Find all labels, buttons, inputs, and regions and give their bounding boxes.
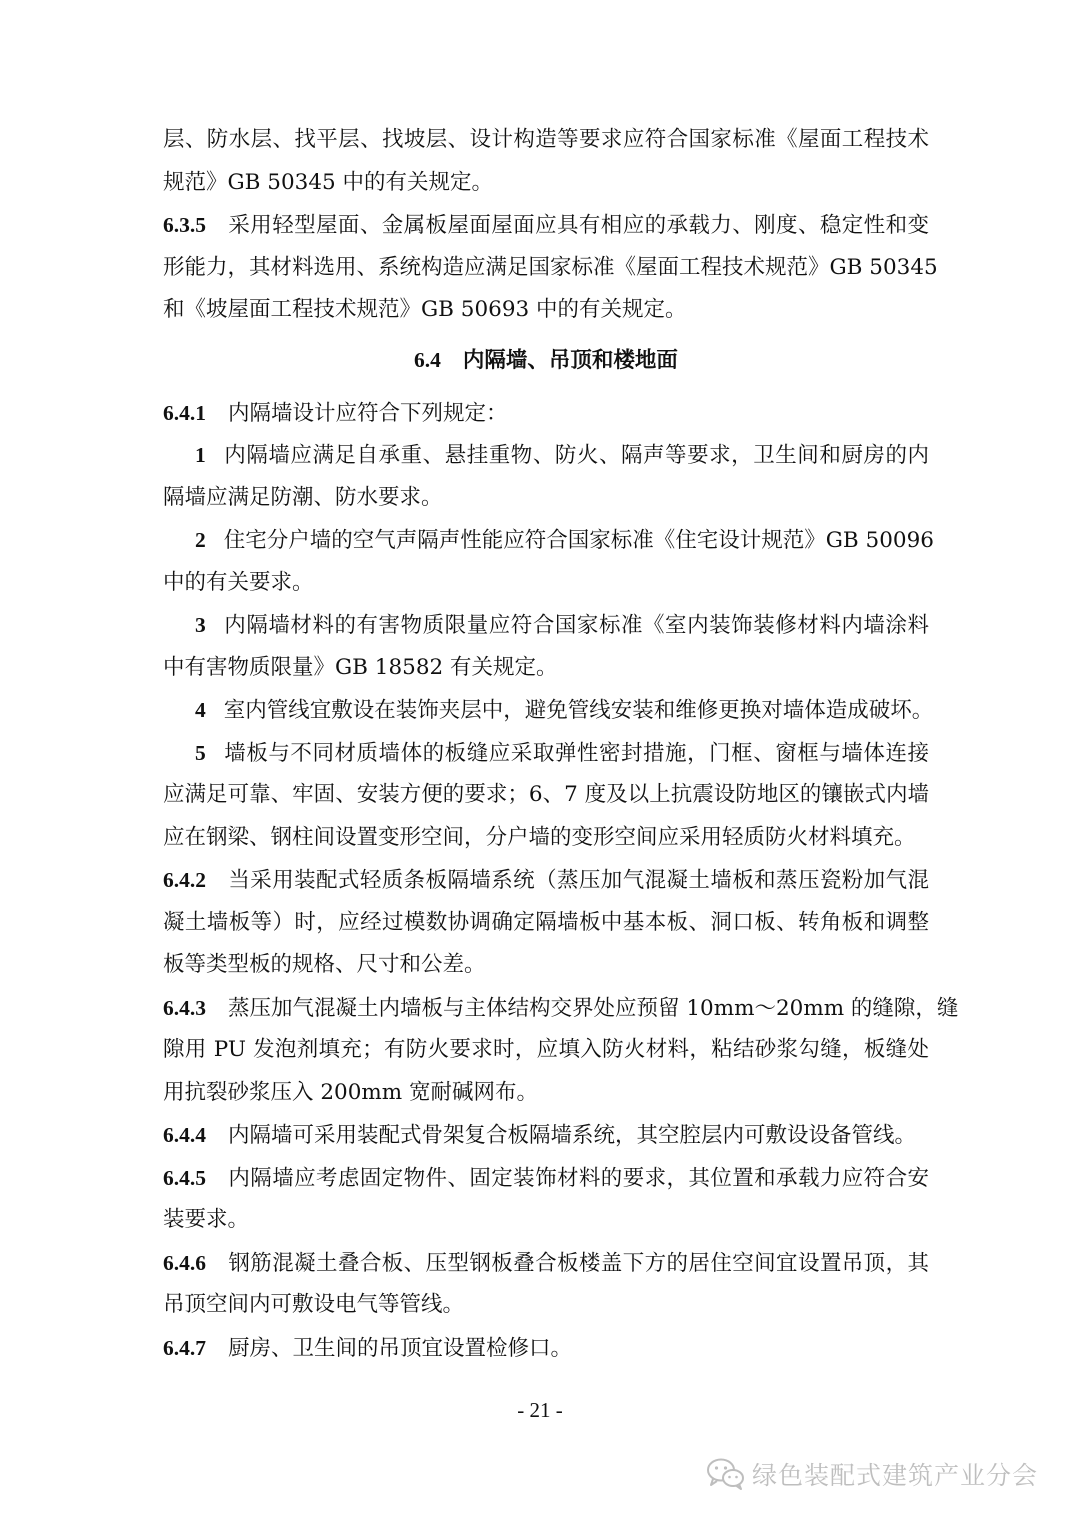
clause-text: 采用轻型屋面、金属板屋面屋面应具有相应的承载力、刚度、稳定性和变 (228, 213, 929, 238)
item-text: 内隔墙材料的有害物质限量应符合国家标准《室内装饰装修材料内墙涂料 (223, 613, 929, 638)
item-number: 1 (195, 443, 206, 467)
section-heading (163, 334, 929, 386)
list-item-line (163, 604, 929, 647)
clause-line: 装要求。 (163, 1207, 250, 1232)
clause-text: 钢筋混凝土叠合板、压型钢板叠合板楼盖下方的居住空间宜设置吊顶，其 (228, 1250, 929, 1276)
clause-line (163, 1242, 929, 1285)
paragraph-line: 层、防水层、找平层、找坡层、设计构造等要求应符合国家标准《屋面工程技术 (163, 127, 929, 152)
item-number: 5 (195, 740, 206, 765)
watermark (706, 1454, 1038, 1494)
clause-number: 6.4.7 (163, 1335, 206, 1360)
clause-number: 6.3.5 (163, 213, 206, 237)
clause-line: 吊顶空间内可敷设电气等管线。 (163, 1292, 465, 1317)
clause-line (163, 392, 929, 435)
list-item-line: 中有害物质限量》GB 18582 有关规定。 (163, 654, 558, 680)
item-text: 内隔墙应满足自承重、悬挂重物、防火、隔声等要求，卫生间和厨房的内 (223, 443, 929, 468)
clause-line: 用抗裂砂浆压入 200mm 宽耐碱网布。 (163, 1079, 538, 1105)
clause-number: 6.4.3 (163, 995, 206, 1020)
section-number: 6.4 (414, 347, 441, 372)
list-item-line (163, 519, 934, 562)
item-text: 住宅分户墙的空气声隔声性能应符合国家标准《住宅设计规范》GB 50096 (223, 528, 934, 553)
page-number: - 21 - (517, 1398, 563, 1422)
wechat-icon (706, 1456, 746, 1492)
list-item-line: 隔墙应满足防潮、防水要求。 (163, 484, 443, 510)
watermark-text: 绿色装配式建筑产业分会 (752, 1461, 1039, 1490)
clause-line: 形能力，其材料选用、系统构造应满足国家标准《屋面工程技术规范》GB 50345 (163, 254, 938, 280)
list-item-line (163, 434, 929, 477)
list-item-line (163, 732, 929, 775)
item-number: 4 (195, 698, 206, 722)
item-number: 3 (195, 613, 206, 637)
clause-line: 板等类型板的规格、尺寸和公差。 (163, 952, 486, 977)
list-item-line (163, 689, 934, 732)
list-item-line: 应在钢梁、钢柱间设置变形空间，分户墙的变形空间应采用轻质防火材料填充。 (163, 824, 916, 850)
clause-number: 6.4.2 (163, 868, 206, 892)
clause-line (163, 1157, 929, 1200)
item-number: 2 (195, 528, 206, 552)
clause-line (163, 1114, 929, 1157)
clause-line (163, 859, 929, 902)
list-item-line: 应满足可靠、牢固、安装方便的要求；6、7 度及以上抗震设防地区的镶嵌式内墙 (163, 782, 929, 807)
clause-line (163, 987, 959, 1030)
clause-line: 和《坡屋面工程技术规范》GB 50693 中的有关规定。 (163, 297, 687, 322)
clause-text: 内隔墙可采用装配式骨架复合板隔墙系统，其空腔层内可敷设设备管线。 (228, 1123, 917, 1148)
clause-line (163, 1327, 929, 1370)
clause-number: 6.4.5 (163, 1165, 206, 1190)
clause-number: 6.4.1 (163, 400, 206, 425)
clause-line: 凝土墙板等）时，应经过模数协调确定隔墙板中基本板、洞口板、转角板和调整 (163, 909, 929, 935)
paragraph-line: 规范》GB 50345 中的有关规定。 (163, 169, 494, 195)
clause-number: 6.4.4 (163, 1123, 206, 1147)
clause-text: 厨房、卫生间的吊顶宜设置检修口。 (228, 1335, 573, 1361)
clause-number: 6.4.6 (163, 1250, 206, 1275)
clause-text: 内隔墙应考虑固定物件、固定装饰材料的要求，其位置和承载力应符合安 (228, 1165, 929, 1191)
item-text: 墙板与不同材质墙体的板缝应采取弹性密封措施，门框、窗框与墙体连接 (223, 740, 929, 766)
clause-text: 当采用装配式轻质条板隔墙系统（蒸压加气混凝土墙板和蒸压瓷粉加气混 (228, 868, 929, 893)
item-text: 室内管线宜敷设在装饰夹层中，避免管线安装和维修更换对墙体造成破坏。 (223, 698, 934, 723)
clause-text: 内隔墙设计应符合下列规定： (228, 400, 508, 426)
document-body (163, 119, 959, 1369)
section-title: 内隔墙、吊顶和楼地面 (462, 347, 678, 373)
clause-text: 蒸压加气混凝土内墙板与主体结构交界处应预留 10mm～20mm 的缝隙，缝 (228, 995, 959, 1021)
clause-line: 隙用 PU 发泡剂填充；有防火要求时，应填入防火材料，粘结砂浆勾缝，板缝处 (163, 1037, 929, 1062)
clause-line (163, 204, 929, 247)
list-item-line: 中的有关要求。 (163, 569, 314, 595)
